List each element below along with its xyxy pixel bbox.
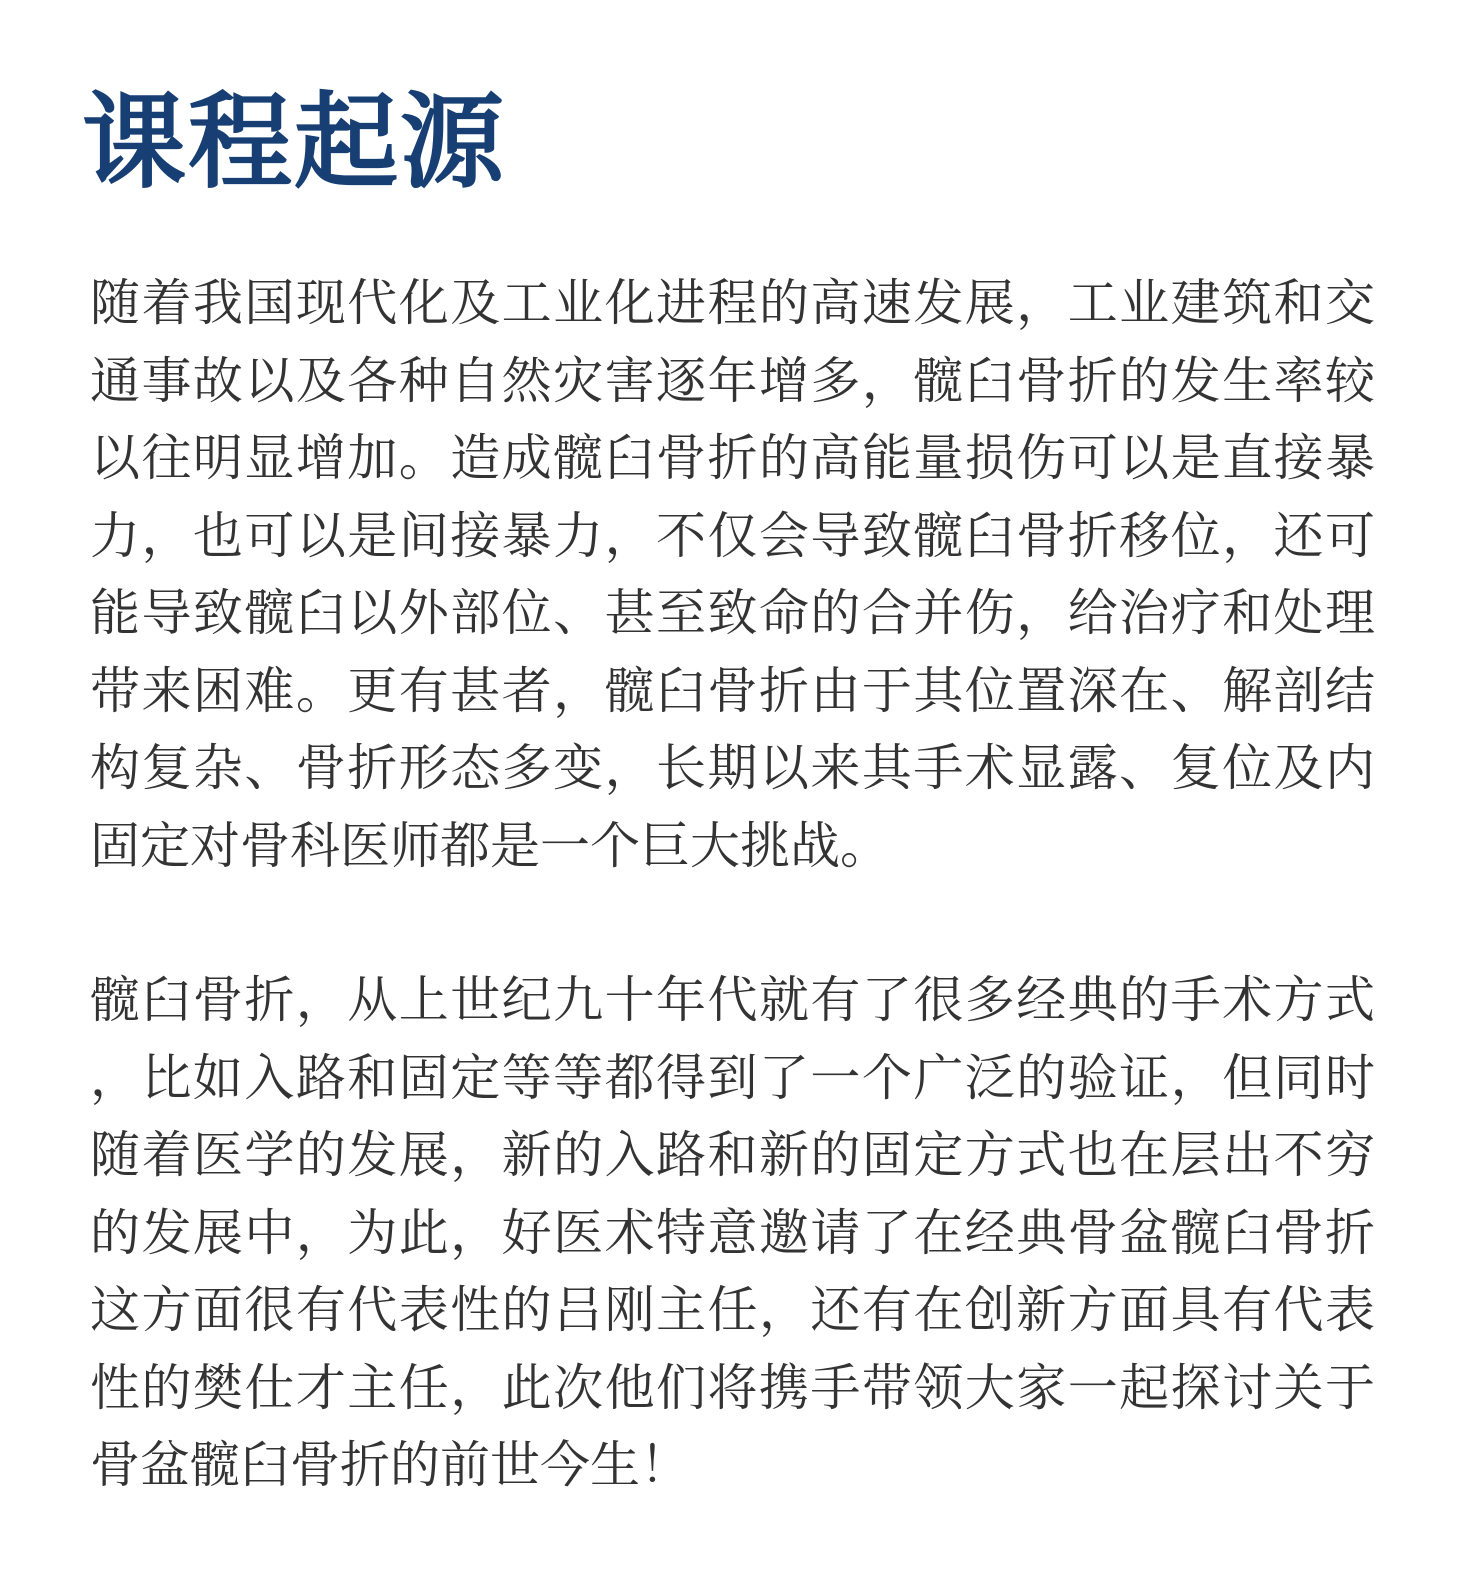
paragraph-line: 髋臼骨折，从上世纪九十年代就有了很多经典的手术方式 [90, 971, 1375, 1029]
paragraph-line: 骨盆髋臼骨折的前世今生！ [90, 1436, 690, 1494]
paragraph-line: 的发展中，为此，好医术特意邀请了在经典骨盆髋臼骨折 [90, 1203, 1375, 1262]
paragraph-line: 以往明显增加。造成髋臼骨折的高能量损伤可以是直接暴 [90, 429, 1375, 487]
paragraph-line: 构复杂、骨折形态多变，长期以来其手术显露、复位及内 [90, 739, 1375, 797]
paragraph-line: 通事故以及各种自然灾害逐年增多，髋臼骨折的发生率较 [90, 351, 1375, 410]
paragraph-line: 固定对骨科医师都是一个巨大挑战。 [90, 816, 890, 875]
paragraph-line: 随着医学的发展，新的入路和新的固定方式也在层出不穷 [90, 1126, 1375, 1184]
paragraph-line: 这方面很有代表性的吕刚主任，还有在创新方面具有代表 [90, 1281, 1375, 1339]
paragraph-line: ，比如入路和固定等等都得到了一个广泛的验证，但同时 [90, 1048, 1375, 1107]
paragraph-origin-background [90, 265, 1375, 885]
paragraph-course-intro [90, 962, 1375, 1505]
paragraph-line: 带来困难。更有甚者，髋臼骨折由于其位置深在、解剖结 [90, 661, 1375, 720]
paragraph-line: 性的樊仕才主任，此次他们将携手带领大家一起探讨关于 [90, 1358, 1375, 1417]
paragraph-line: 力，也可以是间接暴力，不仅会导致髋臼骨折移位，还可 [90, 506, 1375, 565]
paragraph-line: 随着我国现代化及工业化进程的高速发展，工业建筑和交 [90, 274, 1375, 332]
paragraph-line: 能导致髋臼以外部位、甚至致命的合并伤，给治疗和处理 [90, 584, 1375, 642]
section-title: 课程起源 [82, 81, 507, 203]
